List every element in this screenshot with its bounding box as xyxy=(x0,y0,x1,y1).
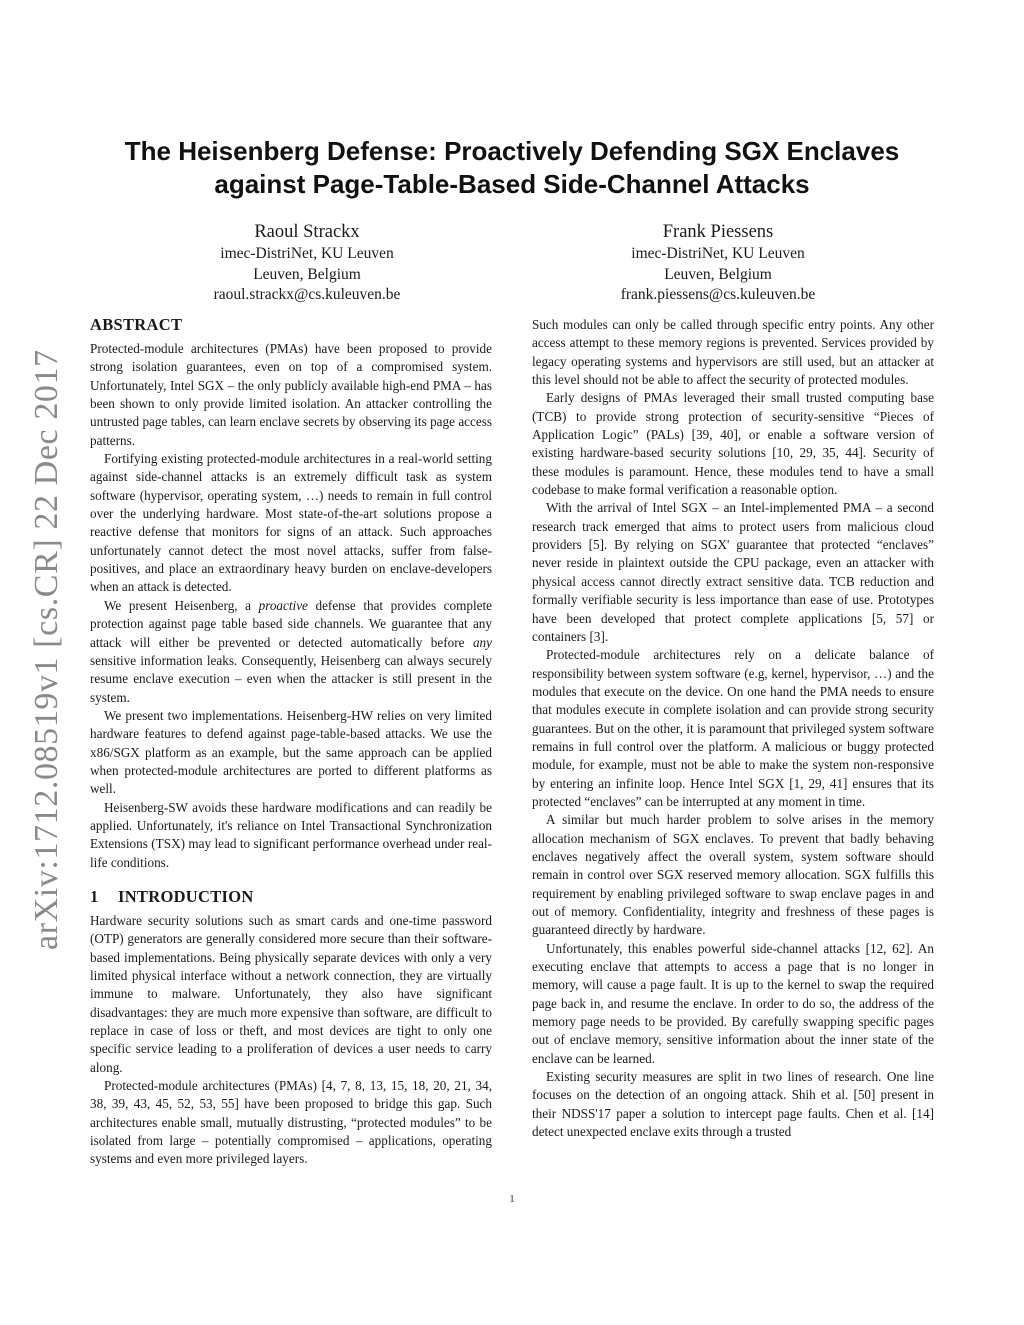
author-location: Leuven, Belgium xyxy=(664,265,772,283)
body-paragraph: Hardware security solutions such as smart cards and one-time password (OTP) generators are generally considered more secure than their software-based implementations. Being physically separate devices with only a very limited physical interface without a network connection, they are virtually immune to malware. Unfortunately, they also have significant disadvantages: they are much more expensive than software, are difficult to replace in case of loss or theft, and most devices are tight to only one specific service leading to a proliferation of devices a user needs to carry along. xyxy=(90,912,492,1075)
body-paragraph: Unfortunately, this enables powerful side-channel attacks [12, 62]. An executing enclave that attempts to access a page that is no longer in memory, will cause a page fault. It is up to the kernel to swap the required page back in, and resume the enclave. In order to do so, the address of the memory page needs to be provided. By carefully swapping specific pages out of enclave memory, sensitive information about the inner state of the enclave can be learned. xyxy=(532,940,934,1066)
title-line-1: The Heisenberg Defense: Proactively Defending SGX Enclaves xyxy=(124,136,900,166)
author-block-1 xyxy=(127,220,487,306)
body-paragraph: With the arrival of Intel SGX – an Intel-implemented PMA – a second research track emerged that aims to protect users from malicious cloud providers [5]. By relying on SGX' guarantee that protected “enclaves” never reside in plaintext outside the CPU package, even an attacker with physical access cannot directly extract sensitive data. TCB reduction and formally verifiable security is less importance than ease of use. Prototypes have been developed that protect complete applications [5, 57] or containers [3]. xyxy=(532,500,934,644)
author-affiliation: imec-DistriNet, KU Leuven xyxy=(220,245,394,262)
abstract-paragraph: Protected-module architectures (PMAs) have been proposed to provide strong isolation guarantees, even on top of a compromised system. Unfortunately, Intel SGX – the only publicly available high-end PMA – has been shown to only provide limited isolation. An attacker controlling the untrusted page tables, can learn enclave secrets by observing its page access patterns. xyxy=(90,341,492,448)
body-paragraph: Early designs of PMAs leveraged their small trusted computing base (TCB) to provide strong protection of security-sensitive “Pieces of Application Logic” (PALs) [39, 40], or enable a software version of existing hardware-based security solutions [10, 29, 35, 44]. Security of these modules is paramount. Hence, these modules tend to have a small codebase to make formal verification a reasonable option. xyxy=(532,390,934,498)
abstract-paragraph: Heisenberg-SW avoids these hardware modifications and can readily be applied. Unfortunately, it's reliance on Intel Transactional Synchronization Extensions (TSX) may lead to significant performance overhead under real-life conditions. xyxy=(90,799,492,870)
body-paragraph: Such modules can only be called through specific entry points. Any other access attempt to these memory regions is prevented. Services provided by legacy operating systems and hypervisors are still used, but an attacker at this level should not be able to affect the security of protected modules. xyxy=(532,317,934,388)
arxiv-identifier: arXiv:1712.08519v1 [cs.CR] 22 Dec 2017 xyxy=(28,349,65,950)
section-number: 1 xyxy=(90,886,99,906)
paper-title xyxy=(60,135,964,201)
author-location: Leuven, Belgium xyxy=(253,265,361,283)
author-name: Frank Piessens xyxy=(662,222,774,242)
body-paragraph: A similar but much harder problem to solve arises in the memory allocation mechanism of SGX enclaves. To prevent that badly behaving enclaves negatively affect the overall system, system software should remain in control over SGX reserved memory allocation. SGX fulfills this requirement by enabling privileged software to swap enclave pages in and out of memory. Confidentiality, integrity and freshness of these pages is guaranteed directly by hardware. xyxy=(532,812,934,938)
author-block-2 xyxy=(538,220,898,306)
body-paragraph: Protected-module architectures rely on a delicate balance of responsibility between system software (e.g, kernel, hypervisor, …) and the modules that execute on the device. On one hand the PMA needs to ensure that modules execute in complete isolation and can provide strong security guarantees. But on the other, it is paramount that privileged system software remains in full control over the platform. A malicious or buggy protected module, for example, must not be able to make the system non-responsive by entering an infinite loop. Hence Intel SGX [1, 29, 41] ensures that its protected “enclaves” can be interrupted at any moment in time. xyxy=(532,647,934,809)
emphasis: proactive xyxy=(258,597,308,613)
body-paragraph: Protected-module architectures (PMAs) [4, 7, 8, 13, 15, 18, 20, 21, 34, 38, 39, 43, 45, 52, 53, 55] have been proposed to bridge this gap. Such architectures enable small, mutually distrusting, “protected modules” to be isolated from large – potentially compromised – applications, operating systems and even more privileged layers. xyxy=(90,1078,492,1167)
abstract-paragraph: We present two implementations. Heisenberg-HW relies on very limited hardware features to defend against page-table-based attacks. We use the x86/SGX platform as an example, but the same approach can be applied when protected-module architectures are ported to different platforms as well. xyxy=(90,707,492,797)
left-column xyxy=(90,314,492,1169)
author-email[interactable]: frank.piessens@cs.kuleuven.be xyxy=(620,286,816,303)
author-affiliation: imec-DistriNet, KU Leuven xyxy=(631,245,805,262)
introduction-heading xyxy=(90,886,492,908)
abstract-paragraph: Fortifying existing protected-module architectures in a real-world setting against side-channel attacks is an extremely difficult task as system software (hypervisor, operating system, …) needs to remain in full control over the underlying hardware. Most state-of-the-art solutions propose a reactive defense that monitors for signs of an attack. Such approaches unfortunately cannot detect the most novel attacks, suffer from false-positives, and place an extraordinary heavy burden on enclave-developers when an attack is detected. xyxy=(90,451,492,595)
right-column xyxy=(532,316,934,1141)
author-email[interactable]: raoul.strackx@cs.kuleuven.be xyxy=(213,286,401,303)
author-name: Raoul Strackx xyxy=(254,222,360,242)
emphasis: any xyxy=(472,634,492,650)
body-paragraph: Existing security measures are split in two lines of research. One line focuses on the detection of an ongoing attack. Shih et al. [50] present in their NDSS'17 paper a solution to intercept page faults. Chen et al. [14] detect unexpected enclave exits through a trusted xyxy=(532,1069,934,1140)
title-line-2: against Page-Table-Based Side-Channel Attacks xyxy=(214,169,810,199)
page-number: 1 xyxy=(509,1193,515,1205)
abstract-paragraph: We present Heisenberg, a proactive defense that provides complete protection against page table based side channels. We guarantee that any attack will either be prevented or detected automatically before any sensitive information leaks. Consequently, Heisenberg can always securely resume enclave execution – even when the attacker is still present in the system. xyxy=(90,597,492,705)
section-title: INTRODUCTION xyxy=(118,886,254,906)
abstract-heading: ABSTRACT xyxy=(90,315,183,334)
